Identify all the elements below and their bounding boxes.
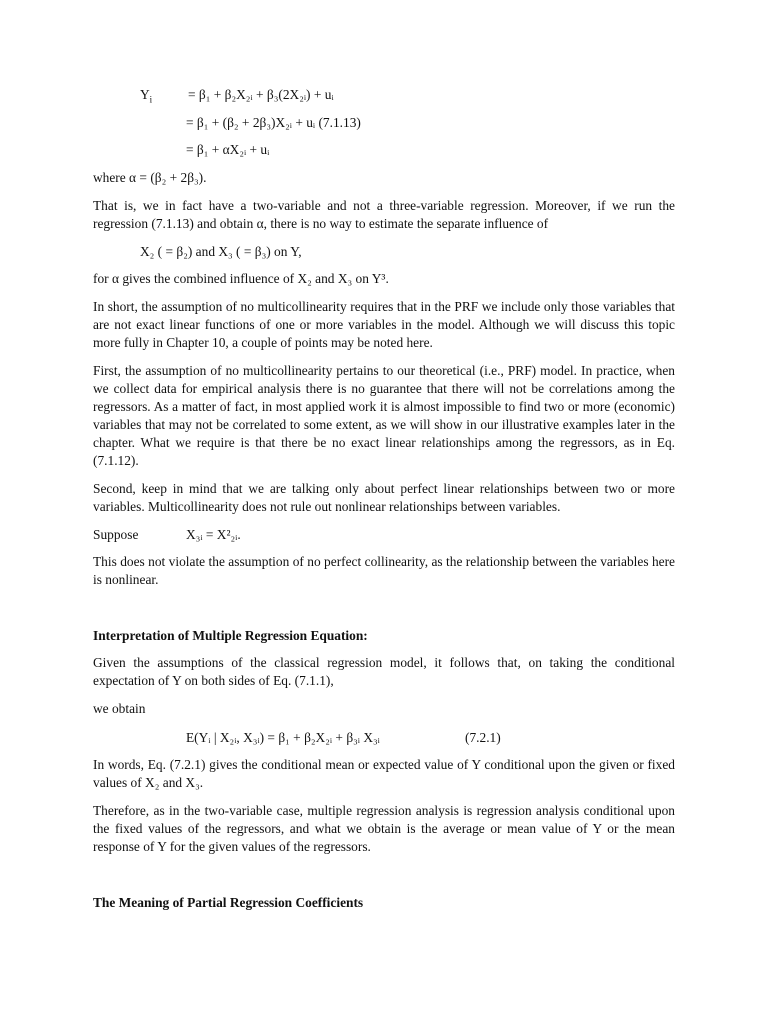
equation-line-1: [140, 86, 334, 104]
equation-rhs: = β₁ + β₂X₂ᵢ + β₃(2X₂ᵢ) + uᵢ: [188, 87, 334, 102]
suppose-label: Suppose: [93, 527, 139, 542]
paragraph-two-variable: That is, we in fact have a two-variable and not a three-variable regression. Moreover, if we run the regression (7.1.13) and obtain α, there is no way to estimate the separate influence of: [93, 198, 675, 231]
paragraph-assumption: In short, the assumption of no multicollinearity requires that in the PRF we include only those variables that are not exact linear functions of one or more variables in the model. Although we will discuss this topic more fully in Chapter 10, a couple of points may be noted here.: [93, 299, 675, 350]
paragraph-therefore: Therefore, as in the two-variable case, multiple regression analysis is regression analysis conditional upon the fixed values of the regressors, and what we obtain is the average or mean value of Y or the mean response of Y for the given values of the regressors.: [93, 803, 675, 854]
paragraph-second: Second, keep in mind that we are talking only about perfect linear relationships between two or more variables. Multicollinearity does not rule out nonlinear relationships between variables.: [93, 481, 675, 514]
paragraph-given: Given the assumptions of the classical regression model, it follows that, on taking the conditional expectation of Y on both sides of Eq. (7.1.1),: [93, 655, 675, 688]
heading-partial-coefficients: The Meaning of Partial Regression Coefficients: [93, 895, 364, 910]
equation-line-3: = β₁ + αX₂ᵢ + uᵢ: [186, 142, 270, 157]
paragraph-first: First, the assumption of no multicollinearity pertains to our theoretical (i.e., PRF) model. In practice, when we collect data for empirical analysis there is no guarantee that there will not be correlations among the regressors. As a matter of fact, in most applied work it is almost impossible to find two or more (economic) variables that may not be correlated to some extent, as we will show in our illustrative examples later in the chapter. What we require is that there be no exact linear relationships among the regressors, as in Eq. (7.1.12).: [93, 363, 675, 468]
for-alpha-line: for α gives the combined influence of X₂ and X₃ on Y³.: [93, 271, 389, 286]
paragraph-nonlinear: This does not violate the assumption of no perfect collinearity, as the relationship between the variables here is nonlinear.: [93, 554, 675, 587]
we-obtain: we obtain: [93, 701, 146, 716]
equation-number: (7.2.1): [465, 730, 501, 745]
heading-interpretation: Interpretation of Multiple Regression Equation:: [93, 628, 368, 643]
equation-lhs: $Y_i$: [140, 87, 153, 105]
suppose-equation: X₃ᵢ = X²₂ᵢ.: [186, 527, 241, 542]
paragraph-in-words: In words, Eq. (7.2.1) gives the conditional mean or expected value of Y conditional upon the given or fixed values of X₂ and X₃.: [93, 757, 675, 790]
where-alpha: where α = (β₂ + 2β₃).: [93, 170, 207, 185]
equation-7-2-1: E(Yᵢ | X₂ᵢ, X₃ᵢ) = β₁ + β₂X₂ᵢ + β₃ᵢ X₃ᵢ: [186, 730, 380, 745]
x2-x3-line: X₂ ( = β₂) and X₃ ( = β₃) on Y,: [140, 244, 302, 259]
equation-line-2: = β₁ + (β₂ + 2β₃)X₂ᵢ + uᵢ (7.1.13): [186, 115, 361, 130]
